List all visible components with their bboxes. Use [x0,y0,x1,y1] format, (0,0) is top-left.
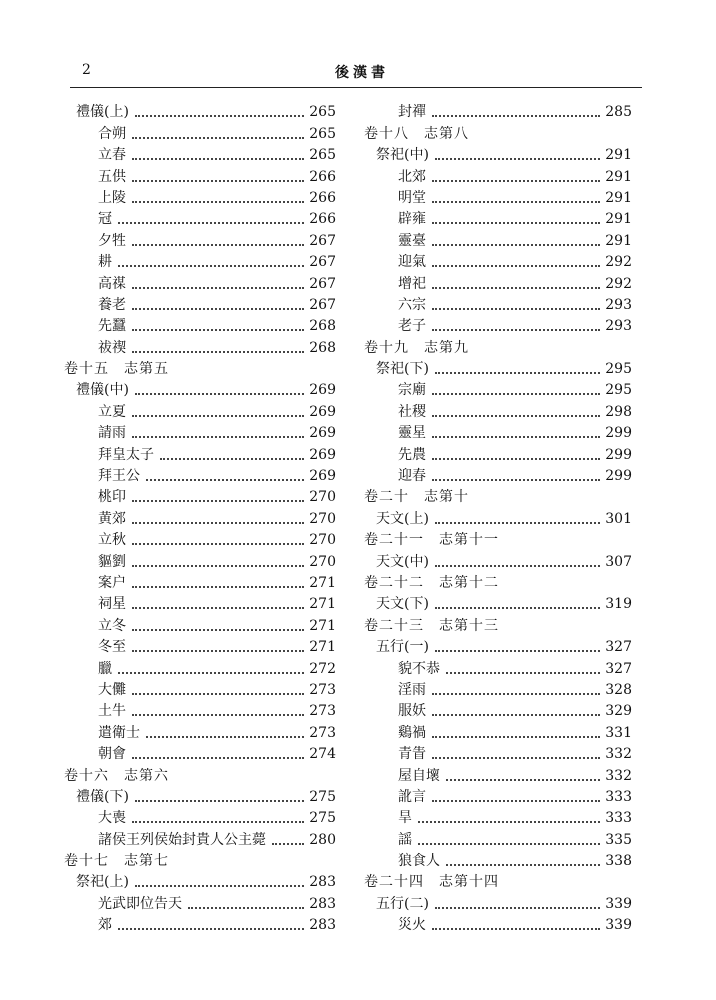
toc-entry [364,785,632,806]
toc-entry-title: 黄郊 [98,510,126,527]
toc-entry-page: 331 [605,724,632,741]
toc-entry-title: 夕牲 [98,232,126,249]
leader-dots [432,436,600,438]
leader-dots [432,479,600,481]
toc-entry-page: 298 [605,403,632,420]
leader-dots [432,222,600,224]
leader-dots [135,115,304,117]
toc-entry-page: 332 [605,746,632,763]
toc-entry [64,699,336,720]
toc-entry-page: 267 [309,254,336,271]
leader-dots [432,693,600,695]
toc-entry [364,699,632,720]
toc-entry-page: 327 [605,660,632,677]
leader-dots [432,393,600,395]
toc-entry-page: 265 [309,147,336,164]
leader-dots [432,757,600,759]
page-header [82,62,642,84]
toc-entry-page: 328 [605,681,632,698]
toc-entry-title: 耕 [98,254,112,271]
leader-dots [432,714,600,716]
toc-entry [64,635,336,656]
toc-entry [364,763,632,784]
toc-entry [364,442,632,463]
toc-entry-title: 靈臺 [398,232,426,249]
page-number: 2 [82,62,91,78]
toc-entry [64,186,336,207]
toc-entry [64,806,336,827]
toc-entry [64,399,336,420]
toc-entry [64,164,336,185]
toc-entry-title: 五行(一) [376,639,429,656]
toc-entry-title: 土牛 [98,703,126,720]
leader-dots [432,458,600,460]
toc-entry [364,656,632,677]
leader-dots [435,372,600,374]
leader-dots [435,907,600,909]
leader-dots [432,928,600,930]
toc-entry-page: 267 [309,232,336,249]
toc-entry-page: 270 [309,532,336,549]
leader-dots [132,543,304,545]
toc-entry-page: 270 [309,553,336,570]
leader-dots [135,885,304,887]
toc-entry-title: 增祀 [398,275,426,292]
toc-entry-title: 卷二十 志第十 [364,489,469,506]
toc-entry-title: 卷十九 志第九 [364,339,469,356]
toc-entry-page: 338 [605,853,632,870]
toc-entry-page: 265 [309,104,336,121]
leader-dots [432,115,600,117]
leader-dots [132,180,304,182]
toc-entry [64,571,336,592]
toc-entry-page: 269 [309,382,336,399]
toc-entry [64,592,336,613]
toc-entry-title: 立夏 [98,403,126,420]
toc-entry-title: 合朔 [98,125,126,142]
toc-entry-page: 271 [309,617,336,634]
leader-dots [432,201,600,203]
toc-entry [364,849,632,870]
toc-left-column [64,100,336,934]
toc-entry [64,464,336,485]
leader-dots [132,565,304,567]
toc-entry [364,678,632,699]
toc-entry-title: 大喪 [98,810,126,827]
toc-entry-page: 339 [605,917,632,934]
toc-entry-page: 291 [605,168,632,185]
leader-dots [435,565,600,567]
toc-entry-page: 283 [309,895,336,912]
toc-entry-title: 大儺 [98,681,126,698]
toc-entry-page: 291 [605,211,632,228]
header-rule [70,87,642,88]
leader-dots [432,329,600,331]
leader-dots [132,137,304,139]
toc-entry-title: 貙劉 [98,553,126,570]
toc-entry-page: 266 [309,211,336,228]
toc-entry-title: 上陵 [98,189,126,206]
toc-entry-title: 狼食人 [398,853,440,870]
toc-entry [64,656,336,677]
toc-entry-page: 333 [605,788,632,805]
toc-entry [364,549,632,570]
toc-entry [364,250,632,271]
leader-dots [432,265,600,267]
toc-entry [64,720,336,741]
toc-entry-title: 謡 [398,831,412,848]
toc-entry-page: 280 [309,831,336,848]
leader-dots [160,458,304,460]
toc-entry [64,827,336,848]
toc-entry-page: 273 [309,681,336,698]
toc-entry-title: 冬至 [98,639,126,656]
toc-entry [64,335,336,356]
toc-entry-page: 273 [309,724,336,741]
leader-dots [132,201,304,203]
leader-dots [146,736,304,738]
toc-entry-title: 服妖 [398,703,426,720]
toc-right-column [364,100,632,934]
leader-dots [432,308,600,310]
leader-dots [135,393,304,395]
leader-dots [118,265,304,267]
toc-entry [364,506,632,527]
leader-dots [132,415,304,417]
leader-dots [132,714,304,716]
leader-dots [132,351,304,353]
toc-entry-title: 訛言 [398,788,426,805]
leader-dots [432,244,600,246]
leader-dots [118,222,304,224]
toc-entry-title: 天文(下) [376,596,429,613]
toc-entry-title: 桃印 [98,489,126,506]
toc-entry [364,357,632,378]
toc-entry [64,421,336,442]
leader-dots [418,821,600,823]
toc-entry [64,506,336,527]
toc-entry-page: 293 [605,318,632,335]
toc-entry-title: 青眚 [398,746,426,763]
toc-volume-heading [64,849,336,870]
toc-entry-title: 卷十七 志第七 [64,853,169,870]
toc-entry-page: 283 [309,874,336,891]
toc-entry [64,442,336,463]
toc-entry [364,271,632,292]
toc-entry-title: 養老 [98,296,126,313]
toc-entry-title: 高禖 [98,275,126,292]
toc-entry [64,913,336,934]
toc-entry [64,785,336,806]
leader-dots [435,158,600,160]
leader-dots [432,287,600,289]
toc-entry [364,720,632,741]
toc-entry-page: 274 [309,746,336,763]
toc-volume-heading [64,763,336,784]
toc-entry-title: 卷二十三 志第十三 [364,617,499,634]
leader-dots [435,607,600,609]
toc-entry [364,742,632,763]
toc-entry-page: 335 [605,831,632,848]
toc-entry-page: 270 [309,510,336,527]
toc-entry-title: 迎氣 [398,254,426,271]
toc-entry-title: 立春 [98,147,126,164]
toc-entry [64,271,336,292]
leader-dots [132,757,304,759]
toc-volume-heading [364,335,632,356]
toc-volume-heading [364,485,632,506]
toc-entry [64,250,336,271]
toc-entry-page: 319 [605,596,632,613]
toc-entry-title: 卷二十四 志第十四 [364,874,499,891]
toc-entry-title: 卷二十二 志第十二 [364,574,499,591]
toc-entry-page: 266 [309,189,336,206]
toc-entry-title: 祠星 [98,596,126,613]
toc-entry [364,827,632,848]
toc-entry-title: 遣衛士 [98,724,140,741]
leader-dots [132,244,304,246]
toc-volume-heading [364,870,632,891]
toc-entry-title: 請雨 [98,425,126,442]
toc-entry-title: 拜皇太子 [98,446,154,463]
toc-entry-title: 迎春 [398,468,426,485]
leader-dots [132,607,304,609]
toc-entry-title: 卷十五 志第五 [64,361,169,378]
toc-entry-title: 祭祀(下) [376,361,429,378]
toc-entry-title: 淫雨 [398,681,426,698]
toc-entry-page: 291 [605,189,632,206]
toc-entry-page: 268 [309,339,336,356]
toc-entry-title: 立秋 [98,532,126,549]
toc-entry-page: 271 [309,596,336,613]
toc-entry-page: 270 [309,489,336,506]
toc-entry-title: 禮儀(上) [76,104,129,121]
toc-entry [64,314,336,335]
toc-entry-title: 郊 [98,917,112,934]
leader-dots [118,928,304,930]
toc-volume-heading [364,613,632,634]
toc-entry [64,485,336,506]
toc-entry-page: 271 [309,574,336,591]
toc-volume-heading [364,528,632,549]
toc-entry-page: 307 [605,553,632,570]
toc-entry-title: 貌不恭 [398,660,440,677]
leader-dots [132,158,304,160]
toc-entry-title: 立冬 [98,617,126,634]
toc-entry-page: 329 [605,703,632,720]
toc-entry-page: 291 [605,147,632,164]
toc-entry [364,891,632,912]
toc-entry-title: 五行(二) [376,895,429,912]
toc-entry-page: 265 [309,125,336,142]
toc-entry [64,870,336,891]
toc-entry-page: 269 [309,403,336,420]
toc-entry-title: 鷄禍 [398,724,426,741]
toc-entry [364,464,632,485]
toc-entry [364,100,632,121]
toc-entry [64,742,336,763]
toc-entry [364,399,632,420]
toc-entry-page: 285 [605,104,632,121]
toc-entry-title: 卷十八 志第八 [364,125,469,142]
toc-entry-title: 災火 [398,917,426,934]
leader-dots [435,522,600,524]
toc-entry-page: 271 [309,639,336,656]
toc-entry-page: 301 [605,510,632,527]
toc-volume-heading [364,571,632,592]
toc-entry-page: 292 [605,254,632,271]
toc-entry-title: 諸侯王列侯始封貴人公主薨 [98,831,266,848]
toc-entry-title: 禮儀(下) [76,788,129,805]
toc-entry-title: 老子 [398,318,426,335]
leader-dots [432,180,600,182]
toc-entry-title: 祭祀(中) [376,147,429,164]
leader-dots [132,821,304,823]
toc-entry-title: 明堂 [398,189,426,206]
toc-entry-title: 先蠶 [98,318,126,335]
leader-dots [432,736,600,738]
toc-entry [364,293,632,314]
toc-entry-title: 屋自壞 [398,767,440,784]
toc-entry [64,891,336,912]
toc-entry-page: 299 [605,468,632,485]
toc-entry-page: 267 [309,275,336,292]
leader-dots [132,287,304,289]
toc-entry-title: 天文(中) [376,553,429,570]
toc-entry-page: 266 [309,168,336,185]
toc-entry-title: 冠 [98,211,112,228]
toc-entry-page: 299 [605,446,632,463]
toc-entry [364,143,632,164]
toc-entry-title: 封禪 [398,104,426,121]
toc-entry-page: 268 [309,318,336,335]
toc-entry-page: 339 [605,895,632,912]
toc-entry-title: 先農 [398,446,426,463]
toc-entry-page: 299 [605,425,632,442]
toc-entry-title: 卷十六 志第六 [64,767,169,784]
toc-entry-title: 禮儀(中) [76,382,129,399]
leader-dots [418,843,600,845]
leader-dots [272,843,304,845]
toc-entry-title: 旱 [398,810,412,827]
leader-dots [435,650,600,652]
toc-entry-title: 靈星 [398,425,426,442]
leader-dots [135,800,304,802]
toc-entry-title: 祓禊 [98,339,126,356]
toc-entry [64,613,336,634]
toc-entry-title: 宗廟 [398,382,426,399]
toc-entry [364,164,632,185]
toc-entry [64,678,336,699]
toc-entry-title: 辟雍 [398,211,426,228]
leader-dots [432,800,600,802]
leader-dots [132,308,304,310]
toc-entry-page: 273 [309,703,336,720]
toc-entry-page: 269 [309,425,336,442]
toc-entry [64,528,336,549]
toc-entry [364,913,632,934]
toc-entry [64,378,336,399]
leader-dots [118,672,304,674]
leader-dots [146,479,304,481]
toc-entry-page: 275 [309,810,336,827]
toc-entry-title: 祭祀(上) [76,874,129,891]
leader-dots [132,586,304,588]
toc-entry-title: 朝會 [98,746,126,763]
leader-dots [432,415,600,417]
toc-entry-title: 拜王公 [98,468,140,485]
toc-entry-page: 267 [309,296,336,313]
toc-entry-page: 332 [605,767,632,784]
toc-entry-title: 案户 [98,574,126,591]
toc-entry-title: 六宗 [398,296,426,313]
leader-dots [446,864,600,866]
toc-entry-title: 天文(上) [376,510,429,527]
toc-entry-title: 社稷 [398,403,426,420]
leader-dots [132,436,304,438]
leader-dots [446,672,600,674]
toc-entry [364,806,632,827]
toc-entry-page: 327 [605,639,632,656]
toc-entry [364,228,632,249]
leader-dots [132,650,304,652]
toc-entry [64,121,336,142]
toc-entry-page: 269 [309,446,336,463]
leader-dots [132,522,304,524]
toc-entry-page: 333 [605,810,632,827]
toc-entry [64,207,336,228]
toc-entry-title: 卷二十一 志第十一 [364,532,499,549]
toc-volume-heading [64,357,336,378]
toc-entry-page: 291 [605,232,632,249]
toc-entry [364,207,632,228]
toc-entry [64,100,336,121]
toc-entry [364,592,632,613]
leader-dots [132,629,304,631]
toc-entry [364,314,632,335]
toc-entry [64,549,336,570]
toc-entry-page: 295 [605,361,632,378]
leader-dots [446,779,600,781]
toc-entry-page: 295 [605,382,632,399]
toc-entry-title: 光武即位告天 [98,895,182,912]
toc-entry-page: 283 [309,917,336,934]
toc-entry-page: 292 [605,275,632,292]
toc-entry-page: 269 [309,468,336,485]
leader-dots [188,907,304,909]
toc-entry [364,635,632,656]
running-title: 後漢書 [335,65,389,81]
toc-entry-page: 293 [605,296,632,313]
toc-entry [364,186,632,207]
leader-dots [132,329,304,331]
toc-entry [64,228,336,249]
toc-volume-heading [364,121,632,142]
toc-entry [364,378,632,399]
toc-entry [64,293,336,314]
toc-entry-page: 272 [309,660,336,677]
leader-dots [132,500,304,502]
toc-entry [364,421,632,442]
toc-entry-title: 五供 [98,168,126,185]
leader-dots [132,693,304,695]
toc-entry [64,143,336,164]
toc-entry-page: 275 [309,788,336,805]
toc-entry-title: 北郊 [398,168,426,185]
toc-entry-title: 臘 [98,660,112,677]
